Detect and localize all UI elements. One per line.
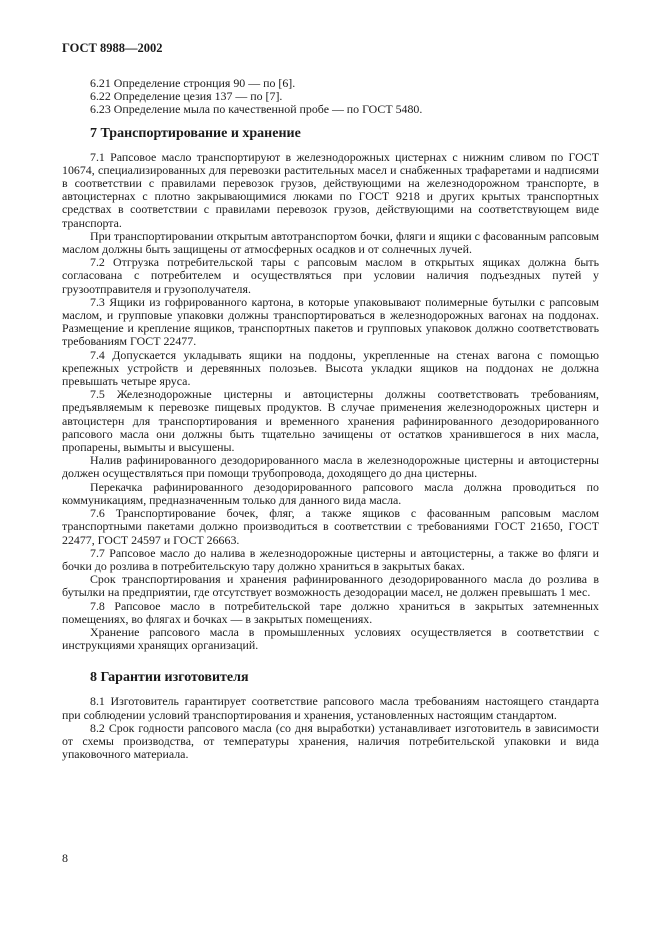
paragraph: Срок транспортирования и хранения рафинированного дезодорированного масла до розлива в бутылки на предприятии, где отсутствует возможность дезодорации масел, не должен превышать 1 мес. bbox=[62, 572, 599, 600]
paragraph-7-7: 7.7 Рапсовое масло до налива в железнодорожные цистерны и автоцистерны, а также во фляги и бочки до розлива в потребительскую тару должно храниться в закрытых баках. bbox=[62, 545, 599, 573]
section-7-heading: 7 Транспортирование и хранение bbox=[90, 125, 301, 141]
list-item: 6.21 Определение стронция 90 — по [6]. bbox=[90, 76, 296, 90]
section-8-heading: 8 Гарантии изготовителя bbox=[90, 670, 249, 686]
paragraph-7-8: 7.8 Рапсовое масло в потребительской таре должно храниться в закрытых затемненных помещениях, во флягах и бочках — в закрытых помещениях. bbox=[62, 598, 599, 626]
page-content bbox=[62, 77, 599, 761]
paragraph-7-2: 7.2 Отгрузка потребительской тары с рапсовым маслом в открытых ящиках должна быть согласована с потребителем и осуществляться при условии наличия подъездных путей у грузоотправителя и грузополучателя. bbox=[62, 255, 599, 296]
paragraph-7-3: 7.3 Ящики из гофрированного картона, в которые упаковывают полимерные бутылки с рапсовым маслом, и групповые упаковки должны транспортироваться в железнодорожных вагонах на поддонах. Размещение и крепление ящиков, транспортных пакетов и групповых упаковок должно соответствовать требованиям ГОСТ 22477. bbox=[62, 294, 599, 349]
page-number: 8 bbox=[62, 851, 68, 865]
paragraph-7-6: 7.6 Транспортирование бочек, фляг, а также ящиков с фасованным рапсовым маслом транспортными пакетами должно производиться в соответствии с требованиями ГОСТ 21650, ГОСТ 22477, ГОСТ 24597 и ГОСТ 26663. bbox=[62, 506, 599, 547]
paragraph-7-5: 7.5 Железнодорожные цистерны и автоцистерны должны соответствовать требованиям, предъявляемым к перевозке пищевых продуктов. В случае применения железнодорожных цистерн и автоцистерн для транспортирования и временного хранения рафинированного дезодорированного рапсового масла они должны быть тщательно зачищены от остатков хранившегося в них масла, пропарены, вымыты и высушены. bbox=[62, 387, 599, 455]
paragraph: Хранение рапсового масла в промышленных условиях осуществляется в соответствии с инструкциями хранящих организаций. bbox=[62, 624, 599, 653]
document-header: ГОСТ 8988—2002 bbox=[62, 41, 163, 55]
paragraph: При транспортировании открытым автотранспортом бочки, фляги и ящики с фасованным рапсовым маслом должны быть защищены от атмосферных осадков и от солнечных лучей. bbox=[62, 228, 599, 257]
paragraph: Перекачка рафинированного дезодорированного рапсового масла должна проводиться по коммуникациям, предназначенным только для данного вида масла. bbox=[62, 479, 599, 507]
paragraph: Налив рафинированного дезодорированного масла в железнодорожные цистерны и автоцистерны должен осуществляться при помощи трубопровода, доходящего до дна цистерны. bbox=[62, 453, 599, 481]
paragraph-7-4: 7.4 Допускается укладывать ящики на поддоны, укрепленные на стенах вагона с помощью крепежных устройств и деревянных полозьев. Высота укладки ящиков на поддонах не должна превышать четыре яруса. bbox=[62, 347, 599, 389]
paragraph-8-2: 8.2 Срок годности рапсового масла (со дня выработки) устанавливает изготовитель в зависимости от схемы производства, от температуры хранения, наличия потребительской упаковки и вида упаковочного материала. bbox=[62, 720, 599, 762]
paragraph-7-1: 7.1 Рапсовое масло транспортируют в железнодорожных цистернах с нижним сливом по ГОСТ 10674, специализированных для перевозки растительных масел и снабженных трафаретами и надписями в соответствии с правилами перевозок грузов, действующими на железнодорожном транспорте, в автоцистернах с плотно закрывающимися люками по ГОСТ 9218 и других крытых транспортных средствах в соответствии с правилами перевозок грузов, действующими на соответствующем виде транспорта. bbox=[62, 149, 599, 230]
paragraph-8-1: 8.1 Изготовитель гарантирует соответствие рапсового масла требованиям настоящего стандарта при соблюдении условий транспортирования и хранения, установленных настоящим стандартом. bbox=[62, 694, 599, 722]
list-item: 6.23 Определение мыла по качественной пробе — по ГОСТ 5480. bbox=[90, 102, 423, 117]
list-item: 6.22 Определение цезия 137 — по [7]. bbox=[90, 89, 283, 104]
